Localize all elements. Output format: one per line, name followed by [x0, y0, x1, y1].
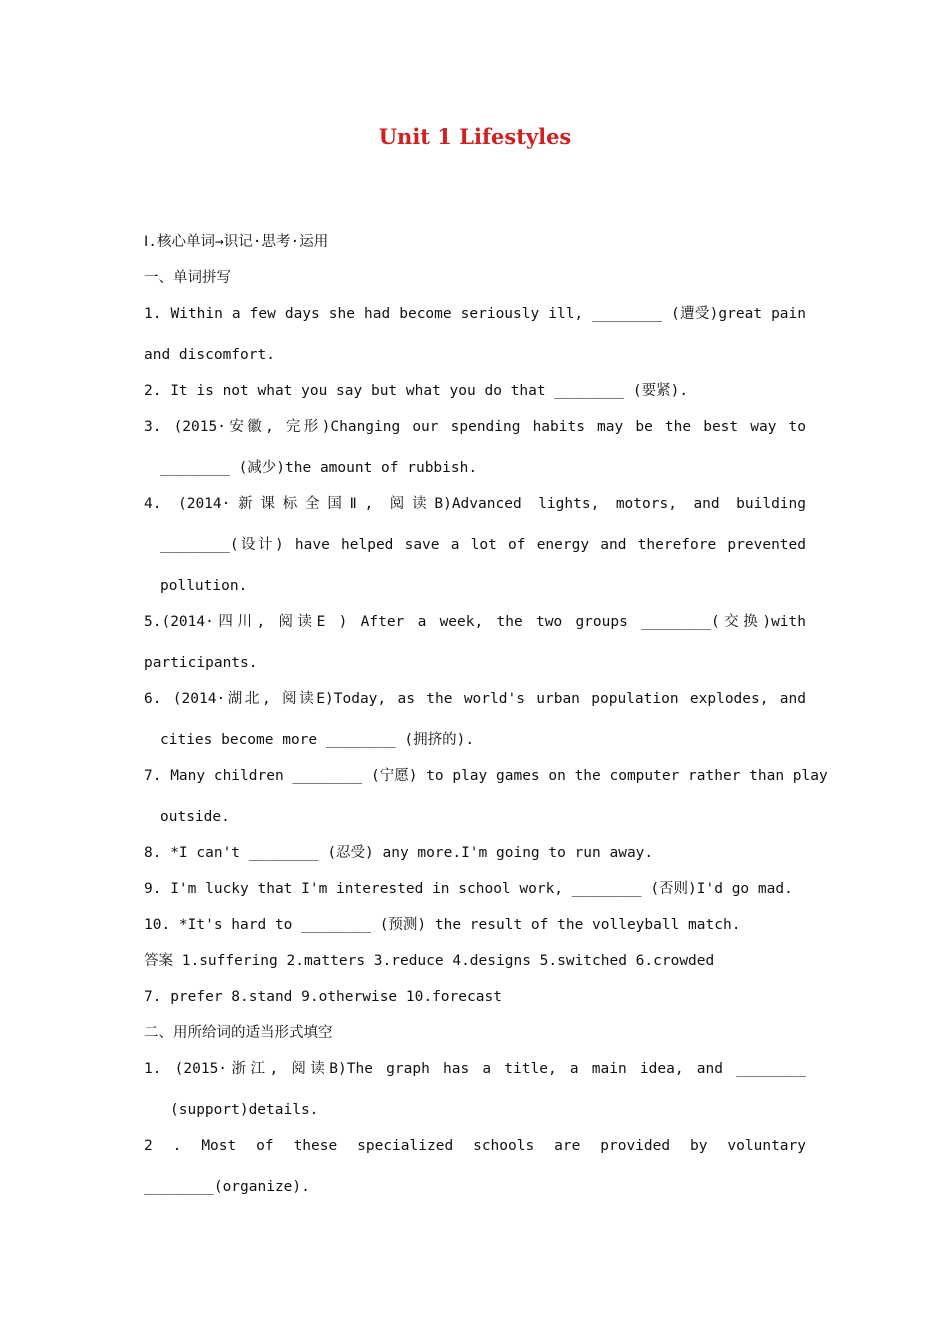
answer-line: 7. prefer 8.stand 9.otherwise 10.forecast — [144, 989, 502, 1005]
answer-line: 答案 1.suffering 2.matters 3.reduce 4.designs 5.switched 6.crowded — [144, 953, 715, 969]
question-line: cities become more ________ (拥挤的). — [160, 732, 475, 748]
question-line: (support)details. — [170, 1102, 319, 1118]
part-heading: 二、用所给词的适当形式填空 — [144, 1025, 333, 1041]
question-line: 7. Many children ________ (宁愿) to play games on the computer rather than play — [144, 768, 828, 784]
question-line: outside. — [160, 809, 230, 825]
question-line: ________ (减少)the amount of rubbish. — [160, 460, 478, 476]
question-line: pollution. — [160, 578, 248, 594]
question-line: 2 . Most of these specialized schools are provided by voluntary — [144, 1138, 806, 1154]
question-line: ________(设计) have helped save a lot of energy and therefore prevented — [160, 537, 806, 553]
question-line: and discomfort. — [144, 347, 275, 363]
page-title: Unit 1 Lifestyles — [378, 124, 572, 149]
question-line: 9. I'm lucky that I'm interested in school work, ________ (否则)I'd go mad. — [144, 881, 793, 897]
part-heading: 一、单词拼写 — [144, 270, 231, 286]
question-line: 8. *I can't ________ (忍受) any more.I'm going to run away. — [144, 845, 654, 861]
question-line: participants. — [144, 655, 258, 671]
section-heading: Ⅰ.核心单词→识记·思考·运用 — [144, 234, 329, 250]
question-line: 6. (2014·湖北, 阅读E)Today, as the world's urban population explodes, and — [144, 691, 806, 707]
question-line: 3. (2015·安徽, 完形)Changing our spending habits may be the best way to — [144, 419, 806, 435]
question-line: 1. (2015·浙江, 阅读B)The graph has a title, a main idea, and ________ — [144, 1061, 806, 1077]
question-line: 2. It is not what you say but what you do that ________ (要紧). — [144, 383, 689, 399]
question-line: ________(organize). — [144, 1179, 310, 1195]
question-line: 10. *It's hard to ________ (预测) the result of the volleyball match. — [144, 917, 741, 933]
question-line: 1. Within a few days she had become seriously ill, ________ (遭受)great pain — [144, 306, 806, 322]
question-line: 5.(2014·四川, 阅读E ) After a week, the two groups ________(交换)with — [144, 614, 806, 630]
question-line: 4. (2014·新课标全国Ⅱ, 阅读B)Advanced lights, motors, and building — [144, 496, 806, 512]
